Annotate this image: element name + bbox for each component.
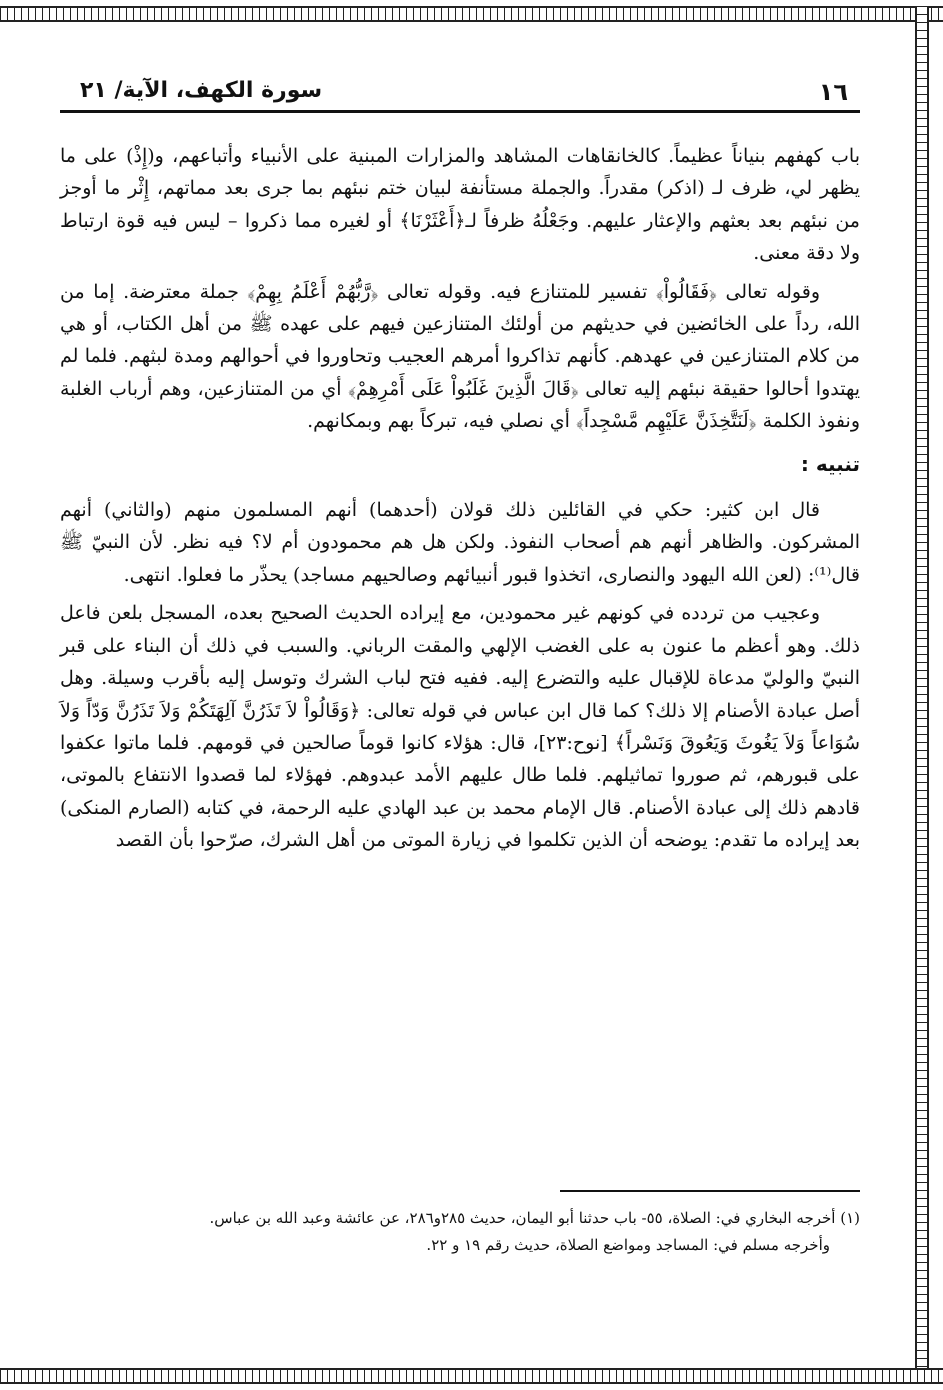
decorative-border-right — [915, 6, 929, 1384]
paragraph-3: قال ابن كثير: حكي في القائلين ذلك قولان (أحدهما) أنهم المسلمون منهم (والثاني) أنهم المشركون. والظاهر أنهم هم أصحاب النفوذ. ولكن هل هم محمودون أم لا؟ فيه نظر. لأن النبيّ ﷺ قال⁽¹⁾: (لعن الله اليهود والنصارى، اتخذوا قبور أنبيائهم وصالحيهم مساجد) يحذّر ما فعلوا. انتهى. — [60, 499, 860, 586]
header-title: سورة الكهف، الآية/ ٢١ — [80, 78, 323, 103]
paragraph-2: وقوله تعالى ﴿فَقَالُواْ﴾ تفسير للمتنازع فيه. وقوله تعالى ﴿رَّبُّهُمْ أَعْلَمُ بِهِمْ﴾ جملة معترضة. إما من الله، رداً على الخائضين في حديثهم من أولئك المتنازعين فيهم على عهده ﷺ من أهل الكتاب، أو هي من كلام المتنازعين في عهدهم. كأنهم تذاكروا أمرهم العجيب وتحاوروا في أحوالهم ومدة لبثهم. فلما لم يهتدوا أحالوا حقيقة نبئهم إليه تعالى ﴿قَالَ الَّذِينَ غَلَبُواْ عَلَى أَمْرِهِمْ﴾ أي من المتنازعين، وهم أرباب الغلبة ونفوذ الكلمة ﴿لَنَتَّخِذَنَّ عَلَيْهِم مَّسْجِداً﴾ أي نصلي فيه، تبركاً بهم وبمكانهم. — [60, 280, 860, 433]
book-page — [60, 30, 860, 1370]
page-number: ١٦ — [818, 78, 848, 106]
decorative-border-top — [0, 6, 943, 22]
footnote-2: وأخرجه مسلم في: المساجد ومواضع الصلاة، حديث رقم ١٩ و ٢٢. — [426, 1236, 830, 1254]
running-header — [60, 78, 860, 113]
paragraph-1: باب كهفهم بنياناً عظيماً. كالخانقاهات المشاهد والمزارات المبنية على الأنبياء وأتباعهم، و(إِذْ) على ما يظهر لي، ظرف لـ (اذكر) مقدراً. والجملة مستأنفة لبيان ختم نبئهم بما جرى بعد مماتهم، إِثْر ما أوجز من نبئهم بعد بعثهم والإعثار عليهم. وجَعْلُهُ ظرفاً لـ﴿أَعْثَرْنَا﴾ أو لغيره مما ذكروا – ليس فيه قوة ارتباط ولا دقة معنى. — [60, 145, 860, 265]
section-heading: تنبيه : — [800, 451, 860, 476]
footnote-1: (١) أخرجه البخاري في: الصلاة، ٥٥- باب حدثنا أبو اليمان، حديث ٢٨٥و٢٨٦، عن عائشة وعبد الله بن عباس. — [209, 1209, 860, 1227]
footnotes — [60, 1205, 860, 1259]
decorative-border-bottom — [0, 1368, 943, 1384]
footnote-divider — [560, 1190, 860, 1192]
paragraph-4: وعجيب من تردده في كونهم غير محمودين، مع إيراده الحديث الصحيح بعده، المسجل بلعن فاعل ذلك. وهو أعظم ما عنون به على الغضب الإلهي والمقت الرباني. والسبب في ذلك أن البناء على قبر النبيّ والوليّ مدعاة للإقبال عليه والتضرع إليه. ففيه فتح لباب الشرك وتوسل إليه بأقرب وسيلة. وهل أصل عبادة الأصنام إلا ذلك؟ كما قال ابن عباس في قوله تعالى: ﴿وَقَالُواْ لاَ تَذَرُنَّ آلِهَتَكُمْ وَلاَ تَذَرُنَّ وَدّاً وَلاَ سُوَاعاً وَلاَ يَغُوثَ وَيَعُوقَ وَنَسْراً﴾ [نوح:٢٣]، قال: هؤلاء كانوا قوماً صالحين في قومهم. فلما ماتوا عكفوا على قبورهم، ثم صوروا تماثيلهم. فلما طال عليهم الأمد عبدوهم. فهؤلاء لما قصدوا الانتفاع بالموتى، قادهم ذلك إلى عبادة الأصنام. قال الإمام محمد بن عبد الهادي عليه الرحمة، في كتابه (الصارم المنكى) بعد إيراده ما تقدم: يوضحه أن الذين تكلموا في زيارة الموتى من أهل الشرك، صرّحوا بأن القصد — [60, 602, 860, 852]
main-text — [60, 140, 860, 863]
